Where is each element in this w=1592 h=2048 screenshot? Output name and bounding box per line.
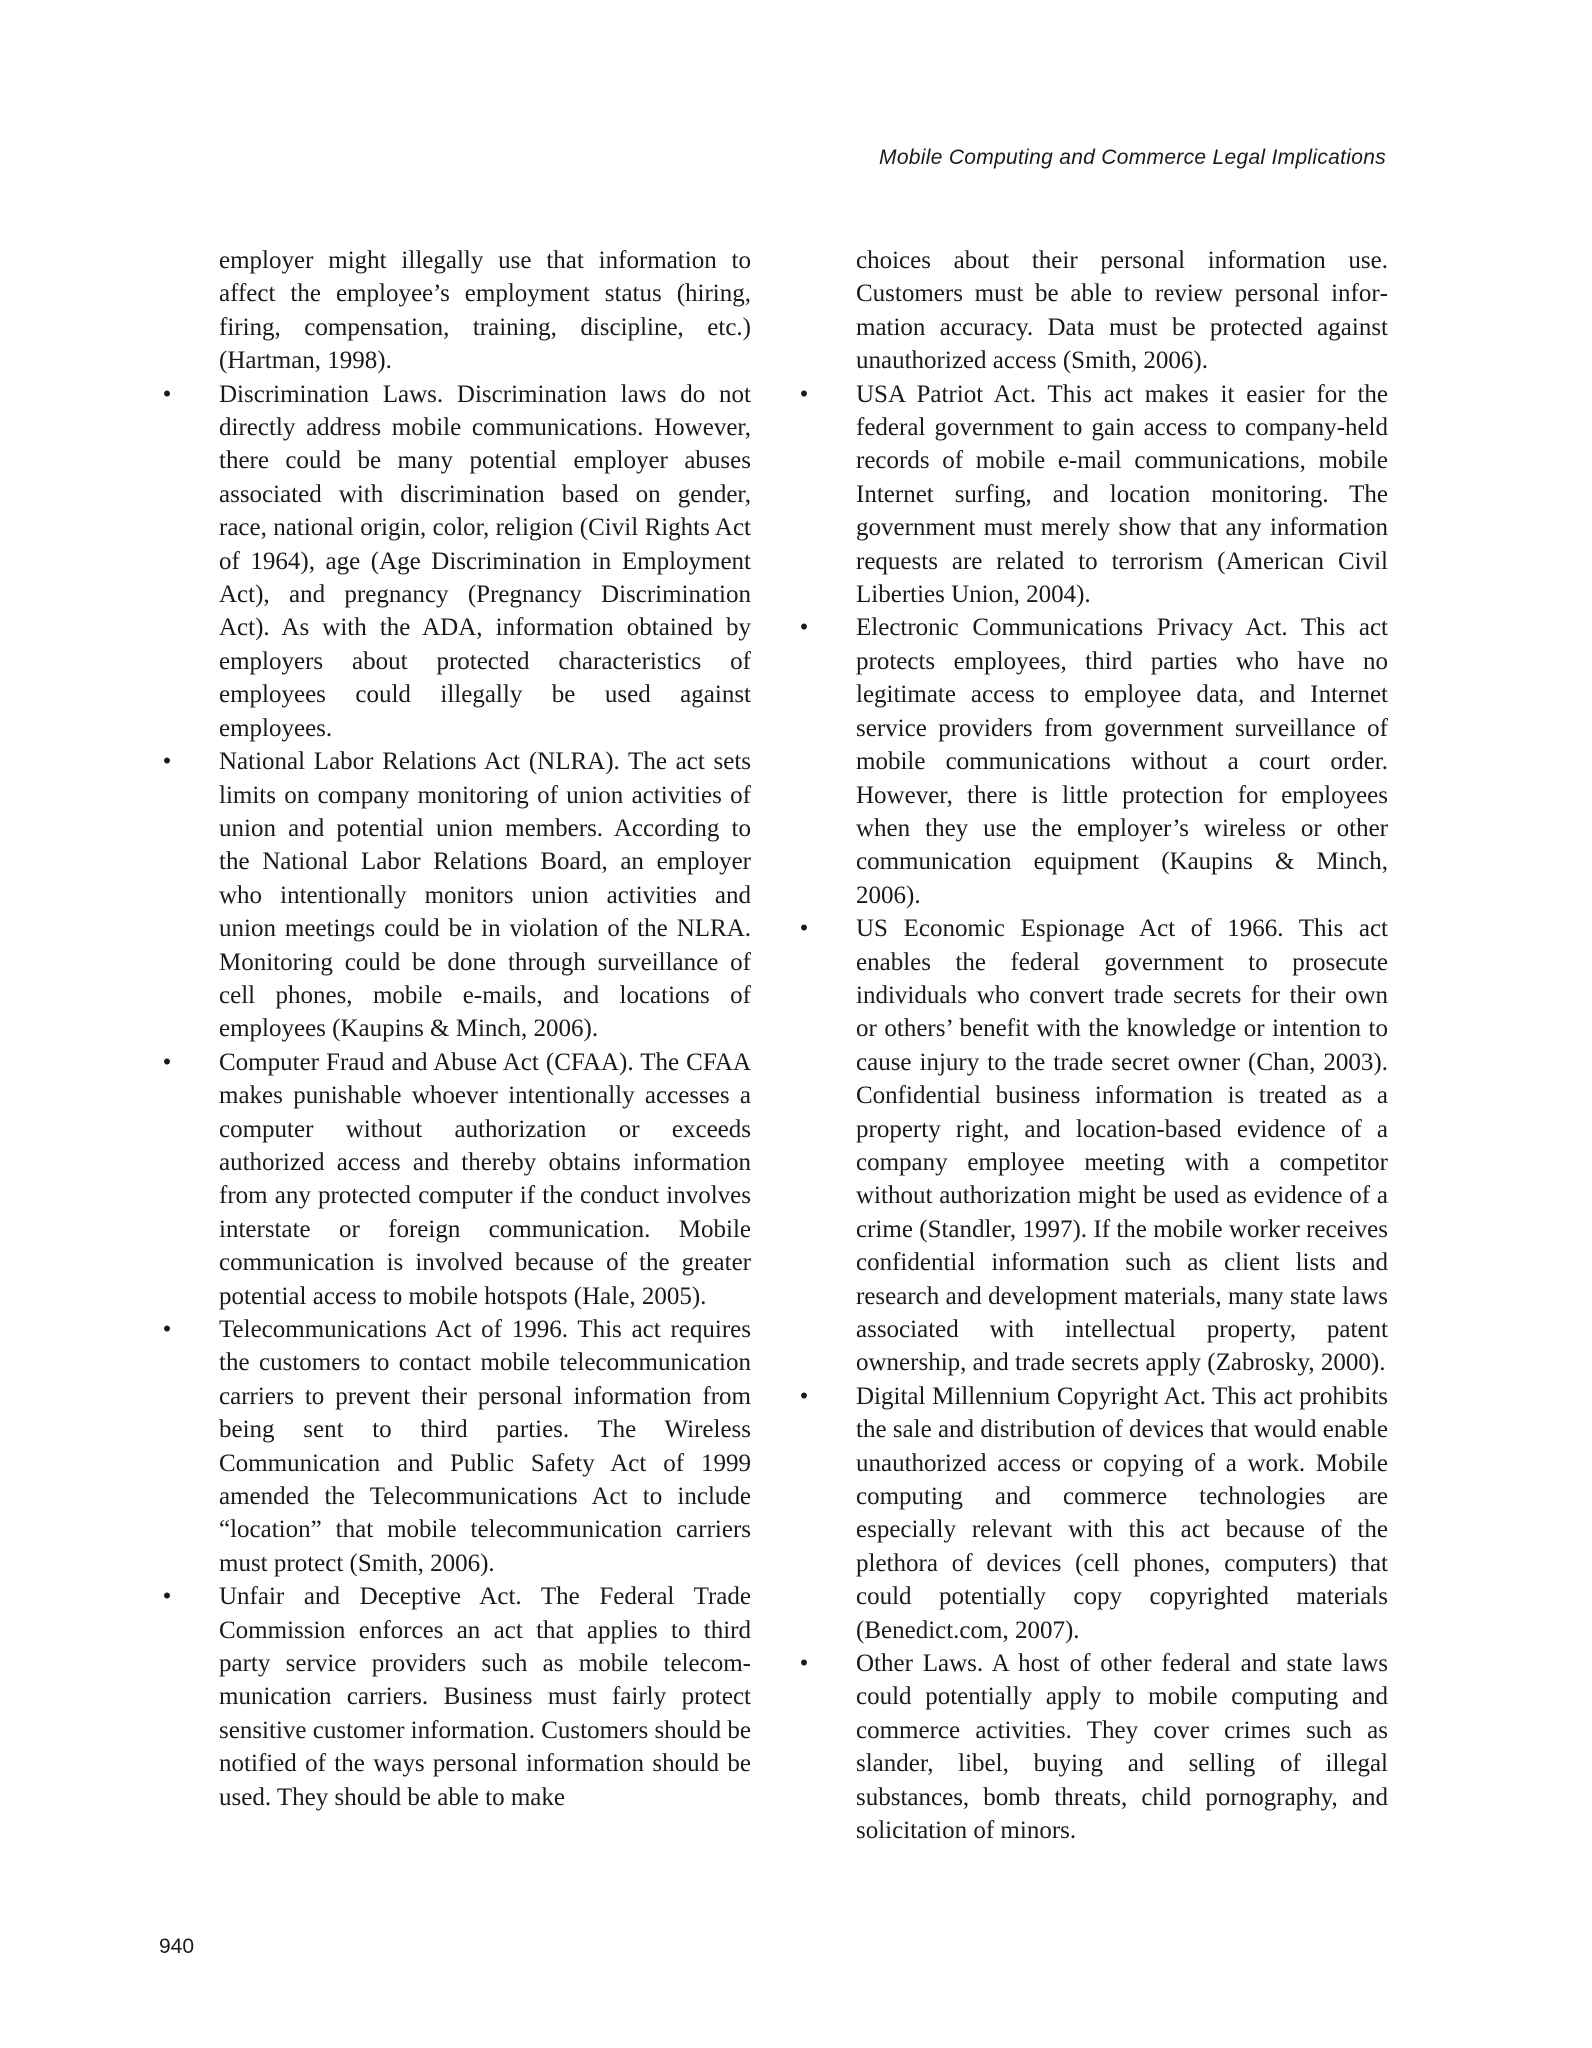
list-item-cfaa <box>162 1046 751 1313</box>
running-header: Mobile Computing and Commerce Legal Implications <box>879 146 1386 169</box>
list-item-text: USA Patriot Act. This act makes it easier for the federal government to gain access to company-held records of mobile e-mail communications, mobile Internet surfing, and location monitoring. The government must merely show that any information requests are related to terrorism (American Civil Liberties Union, 2004). <box>856 380 1388 609</box>
continued-paragraph: employer might illegally use that information to affect the employee’s employment status (hiring, firing, compensation, training, discipline, etc.) (Hartman, 1998). <box>219 247 751 375</box>
bullet-icon: • <box>799 915 809 943</box>
list-item-economic-espionage-act <box>799 912 1388 1380</box>
bullet-icon: • <box>162 1583 172 1611</box>
bullet-icon: • <box>162 380 172 408</box>
bullet-icon: • <box>162 1316 172 1343</box>
list-item-text: Computer Fraud and Abuse Act (CFAA). The CFAA makes punishable whoever intentionally accesses a computer without authorization or exceeds authorized access and thereby obtains information from any protected computer if the conduct involves interstate or foreign communication. Mobile communication is involved because of the greater potential access to mobile hotspots (Hale, 2005). <box>219 1048 751 1310</box>
list-item-text: Other Laws. A host of other federal and state laws could potentially apply to mobile computing and commerce activities. They cover crimes such as slander, libel, buying and selling of illegal substances, bomb threats, child pornography, and solicitation of minors. <box>856 1650 1388 1845</box>
list-item-text: National Labor Relations Act (NLRA). The act sets limits on company monitoring of union activities of union and potential union members. According to the National Labor Relations Board, an employer who intentionally monitors union activities and union meetings could be in violation of the NLRA. Monitoring could be done through surveillance of cell phones, mobile e-mails, and locations of employees (Kaupins & Minch, 2006). <box>219 748 751 1043</box>
list-item-unfair-deceptive-act <box>162 1580 751 1814</box>
bullet-icon: • <box>162 748 172 776</box>
list-item-other-laws <box>799 1647 1388 1847</box>
list-item-text: Telecommunications Act of 1996. This act requires the customers to contact mobile telecommunication carriers to prevent their personal information from being sent to third parties. The Wireless Communication and Public Safety Act of 1999 amended the Telecommunications Act to include “location” that mobile telecommunication carriers must protect (Smith, 2006). <box>219 1316 751 1577</box>
bullet-icon: • <box>799 1382 809 1410</box>
left-column <box>162 244 751 1814</box>
bullet-icon: • <box>799 1650 809 1678</box>
right-column <box>799 244 1388 1848</box>
list-item-ecpa <box>799 611 1388 912</box>
bullet-icon: • <box>162 1048 172 1076</box>
list-item-nlra <box>162 745 751 1046</box>
list-item-text: Unfair and Deceptive Act. The Federal Trade Commission enforces an act that applies to third party service providers such as mobile telecommunication carriers. Business must fairly protect sensitive customer information. Customers should be notified of the ways personal information should be used. They should be able to make <box>219 1583 751 1811</box>
list-item-text: Electronic Communications Privacy Act. This act protects employees, third parties who have no legitimate access to employee data, and Internet service providers from government surveillance of mobile communications without a court order. However, there is little protection for employees when they use the employer’s wireless or other communication equipment (Kaupins & Minch, 2006). <box>856 614 1388 909</box>
list-item-discrimination-laws <box>162 378 751 745</box>
list-item-dmca <box>799 1380 1388 1647</box>
list-item-usa-patriot-act <box>799 378 1388 612</box>
list-item-text: Digital Millennium Copyright Act. This act prohibits the sale and distribution of devices that would enable unauthorized access or copying of a work. Mobile computing and commerce technologies are especially relevant with this act because of the plethora of devices (cell phones, computers) that could potentially copy copyrighted materials (Benedict.com, 2007). <box>856 1382 1388 1644</box>
page-number: 940 <box>159 1935 195 1958</box>
list-item-text: US Economic Espionage Act of 1966. This act enables the federal government to prosecute individuals who convert trade secrets for their own or others’ benefit with the knowledge or intention to cause injury to the trade secret owner (Chan, 2003). Confidential business information is treated as a property right, and location-based evidence of a company employee meeting with a competitor without authorization might be used as evidence of a crime (Standler, 1997). If the mobile worker receives confidential information such as client lists and research and development materials, many state laws associated with intellectual property, patent ownership, and trade secrets apply (Zabrosky, 2000). <box>856 915 1388 1377</box>
list-item-telecommunications-act <box>162 1313 751 1580</box>
list-item-text: Discrimination Laws. Discrimination laws do not directly address mobile communications. However, there could be many potential employer abuses associated with discrimination based on gender, race, national origin, color, religion (Civil Rights Act of 1964), age (Age Discrimination in Employment Act), and pregnancy (Pregnancy Discrimination Act). As with the ADA, information obtained by employers about protected characteristics of employees could illegally be used against employees. <box>219 380 751 742</box>
bullet-icon: • <box>799 614 809 642</box>
bullet-icon: • <box>799 380 809 408</box>
continued-paragraph: choices about their personal information use. Customers must be able to review personal information accuracy. Data must be protected against unauthorized access (Smith, 2006). <box>856 247 1388 375</box>
